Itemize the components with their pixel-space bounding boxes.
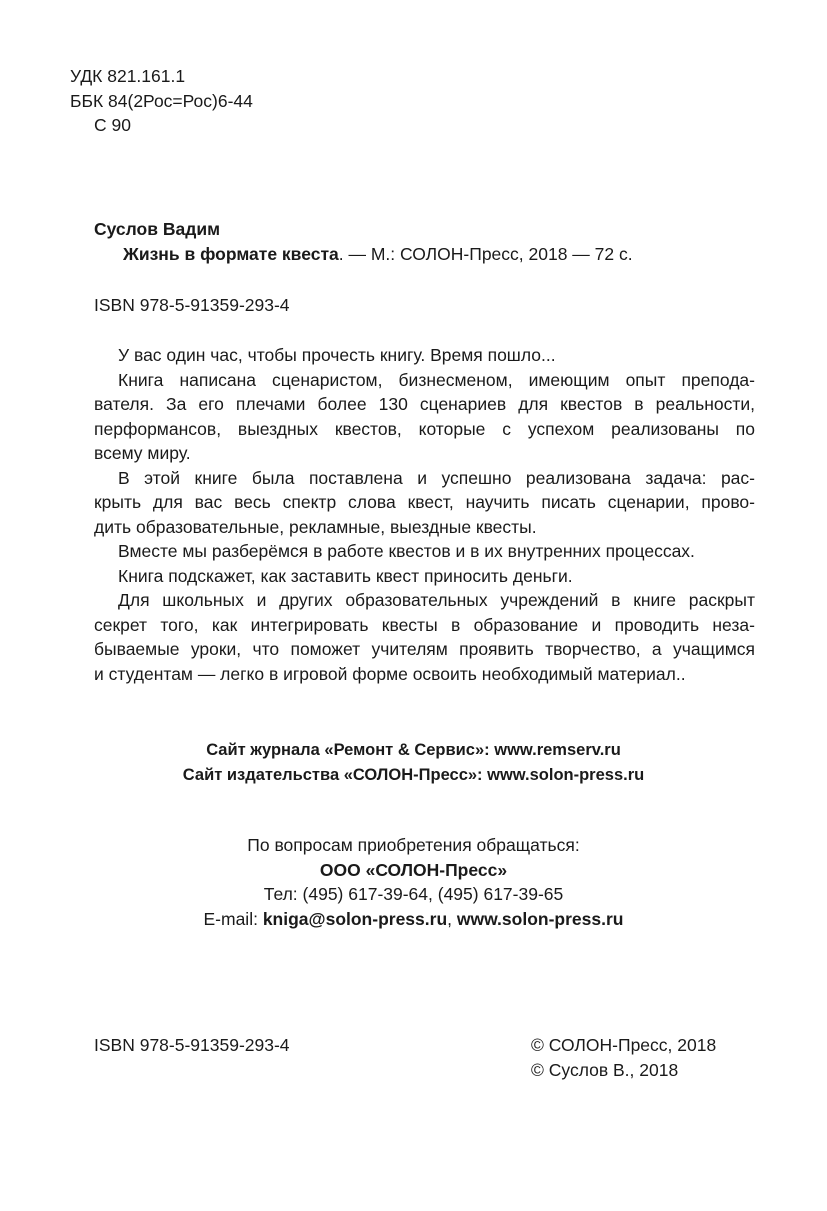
annotation-line: бываемые уроки, что поможет учителям проявить творчество, а учащимся <box>94 639 755 659</box>
annotation-line: Для школьных и других образовательных учреждений в книге раскрыт <box>118 590 755 610</box>
annotation-line: перформансов, выездных квестов, которые с успехом реализованы по <box>94 418 755 439</box>
author-name: Суслов Вадим <box>94 219 221 239</box>
email-address: kniga@solon-press.ru <box>262 908 448 929</box>
email-label: E-mail: <box>203 908 263 929</box>
book-title: Жизнь в формате квеста <box>123 243 339 264</box>
website-address: www.solon-press.ru <box>456 908 624 929</box>
imprint: . — М.: СОЛОН-Пресс, 2018 — 72 с. <box>338 243 633 264</box>
annotation-line: и студентам — легко в игровой форме освоить необходимый материал.. <box>94 663 686 684</box>
email-line <box>0 907 827 932</box>
annotation-line: крыть для вас весь спектр слова квест, научить писать сценарии, прово- <box>94 492 755 512</box>
annotation-line: вателя. За его плечами более 130 сценариев для квестов в реальности, <box>94 394 755 414</box>
classification-block <box>70 64 253 138</box>
copyright-block <box>531 1033 716 1082</box>
annotation-line: Книга написана сценаристом, бизнесменом, имеющим опыт препода- <box>118 369 755 390</box>
annotation-line: Книга подскажет, как заставить квест приносить деньги. <box>118 565 573 586</box>
annotation-line: всему миру. <box>94 443 191 463</box>
bbk-code: ББК 84(2Рос=Рос)6-44 <box>70 90 253 111</box>
contacts-heading: По вопросам приобретения обращаться: <box>247 835 580 855</box>
annotation <box>94 343 755 686</box>
copyright-publisher: © СОЛОН-Пресс, 2018 <box>531 1035 717 1055</box>
phone-numbers: Тел: (495) 617-39-64, (495) 617-39-65 <box>263 884 564 904</box>
annotation-line: Вместе мы разберёмся в работе квестов и в их внутренних процессах. <box>118 541 695 561</box>
annotation-line: В этой книге была поставлена и успешно реализована задача: рас- <box>118 467 755 488</box>
company-name: ООО «СОЛОН-Пресс» <box>319 859 508 880</box>
udk-code: УДК 821.161.1 <box>70 66 186 86</box>
isbn-bottom: ISBN 978-5-91359-293-4 <box>94 1035 290 1055</box>
publisher-site: Сайт издательства «СОЛОН-Пресс»: www.solon-press.ru <box>182 765 645 784</box>
contacts-block <box>0 833 827 931</box>
separator: , <box>447 908 457 929</box>
author-mark: С 90 <box>94 115 131 135</box>
bibliographic-block <box>94 217 633 266</box>
title-line <box>94 242 633 267</box>
annotation-line: дить образовательные, рекламные, выездные квесты. <box>94 516 537 537</box>
sites-block <box>0 738 827 787</box>
annotation-line: У вас один час, чтобы прочесть книгу. Время пошло... <box>118 345 556 365</box>
isbn-top: ISBN 978-5-91359-293-4 <box>94 295 290 315</box>
copyright-author: © Суслов В., 2018 <box>531 1059 679 1080</box>
journal-site: Сайт журнала «Ремонт & Сервис»: www.remserv.ru <box>206 741 621 759</box>
annotation-line: секрет того, как интегрировать квесты в образование и проводить неза- <box>94 614 755 635</box>
